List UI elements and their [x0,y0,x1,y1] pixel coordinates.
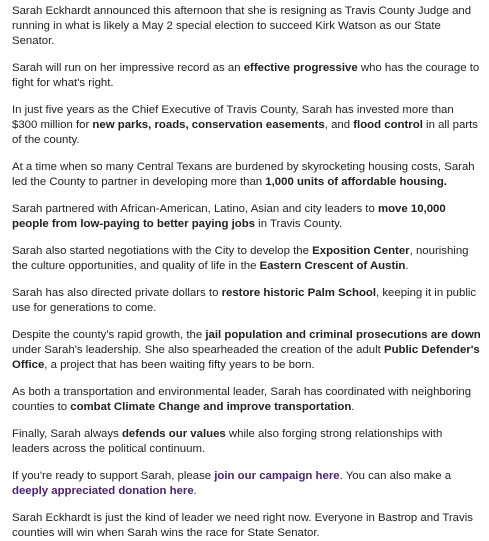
paragraph-call-to-action: If you're ready to support Sarah, please join our campaign here. You can also make a deeply appreciated donation here. [12,470,452,497]
emphasis-text: jail population and criminal prosecutions are down [205,329,481,341]
paragraph-record: Sarah will run on her impressive record as an effective progressive who has the courage to fight for what's right. [12,62,480,89]
emphasis-text: combat Climate Change and improve transportation [70,401,352,413]
emphasis-text: Public Defender's Office [12,344,480,371]
paragraph-announcement: Sarah Eckhardt announced this afternoon that she is resigning as Travis County Judge and running in what is likely a May 2 special election to succeed Kirk Watson as our State Senator. [12,5,472,47]
paragraph-justice: Despite the county's rapid growth, the jail population and criminal prosecutions are down under Sarah's leadership. She also spearheaded the creation of the adult Public Defender's Office, a project that has been waiting fifty years to be born. [12,329,481,371]
donation-link[interactable]: deeply appreciated donation here [12,485,194,497]
paragraph-closing: Sarah Eckhardt is just the kind of leader we need right now. Everyone in Bastrop and Travis counties will win when Sarah wins the race for State Senator. [12,512,473,539]
paragraph-housing: At a time when so many Central Texans are burdened by skyrocketing housing costs, Sarah led the County to partner in developing more than 1,000 units of affordable housing. [12,161,475,188]
emphasis-text: move 10,000 people from low-paying to better paying jobs [12,203,446,230]
paragraph-investment: In just five years as the Chief Executive of Travis County, Sarah has invested more than $300 million for new parks, roads, conservation easements, and flood control in all parts of the county. [12,104,478,146]
join-campaign-link[interactable]: join our campaign here [214,470,340,482]
emphasis-text: flood control [353,119,423,131]
emphasis-text: Eastern Crescent of Austin [259,260,406,272]
paragraph-transportation: As both a transportation and environmental leader, Sarah has coordinated with neighboring counties to combat Climate Change and improve transportation. [12,386,472,413]
paragraph-jobs: Sarah partnered with African-American, Latino, Asian and city leaders to move 10,000 people from low-paying to better paying jobs in Travis County. [12,203,446,230]
emphasis-text: restore historic Palm School [221,287,377,299]
paragraph-palm-school: Sarah has also directed private dollars to restore historic Palm School, keeping it in public use for generations to come. [12,287,477,314]
paragraph-exposition: Sarah also started negotiations with the City to develop the Exposition Center, nourishing the culture opportunities, and quality of life in the Eastern Crescent of Austin. [12,245,469,272]
emphasis-text: new parks, roads, conservation easements [92,119,325,131]
emphasis-text: 1,000 units of affordable housing. [265,176,447,188]
emphasis-text: defends our values [121,428,226,440]
emphasis-text: Exposition Center [312,245,410,257]
emphasis-text: effective progressive [243,62,358,74]
paragraph-values: Finally, Sarah always defends our values while also forging strong relationships with leaders across the political continuum. [12,428,443,455]
